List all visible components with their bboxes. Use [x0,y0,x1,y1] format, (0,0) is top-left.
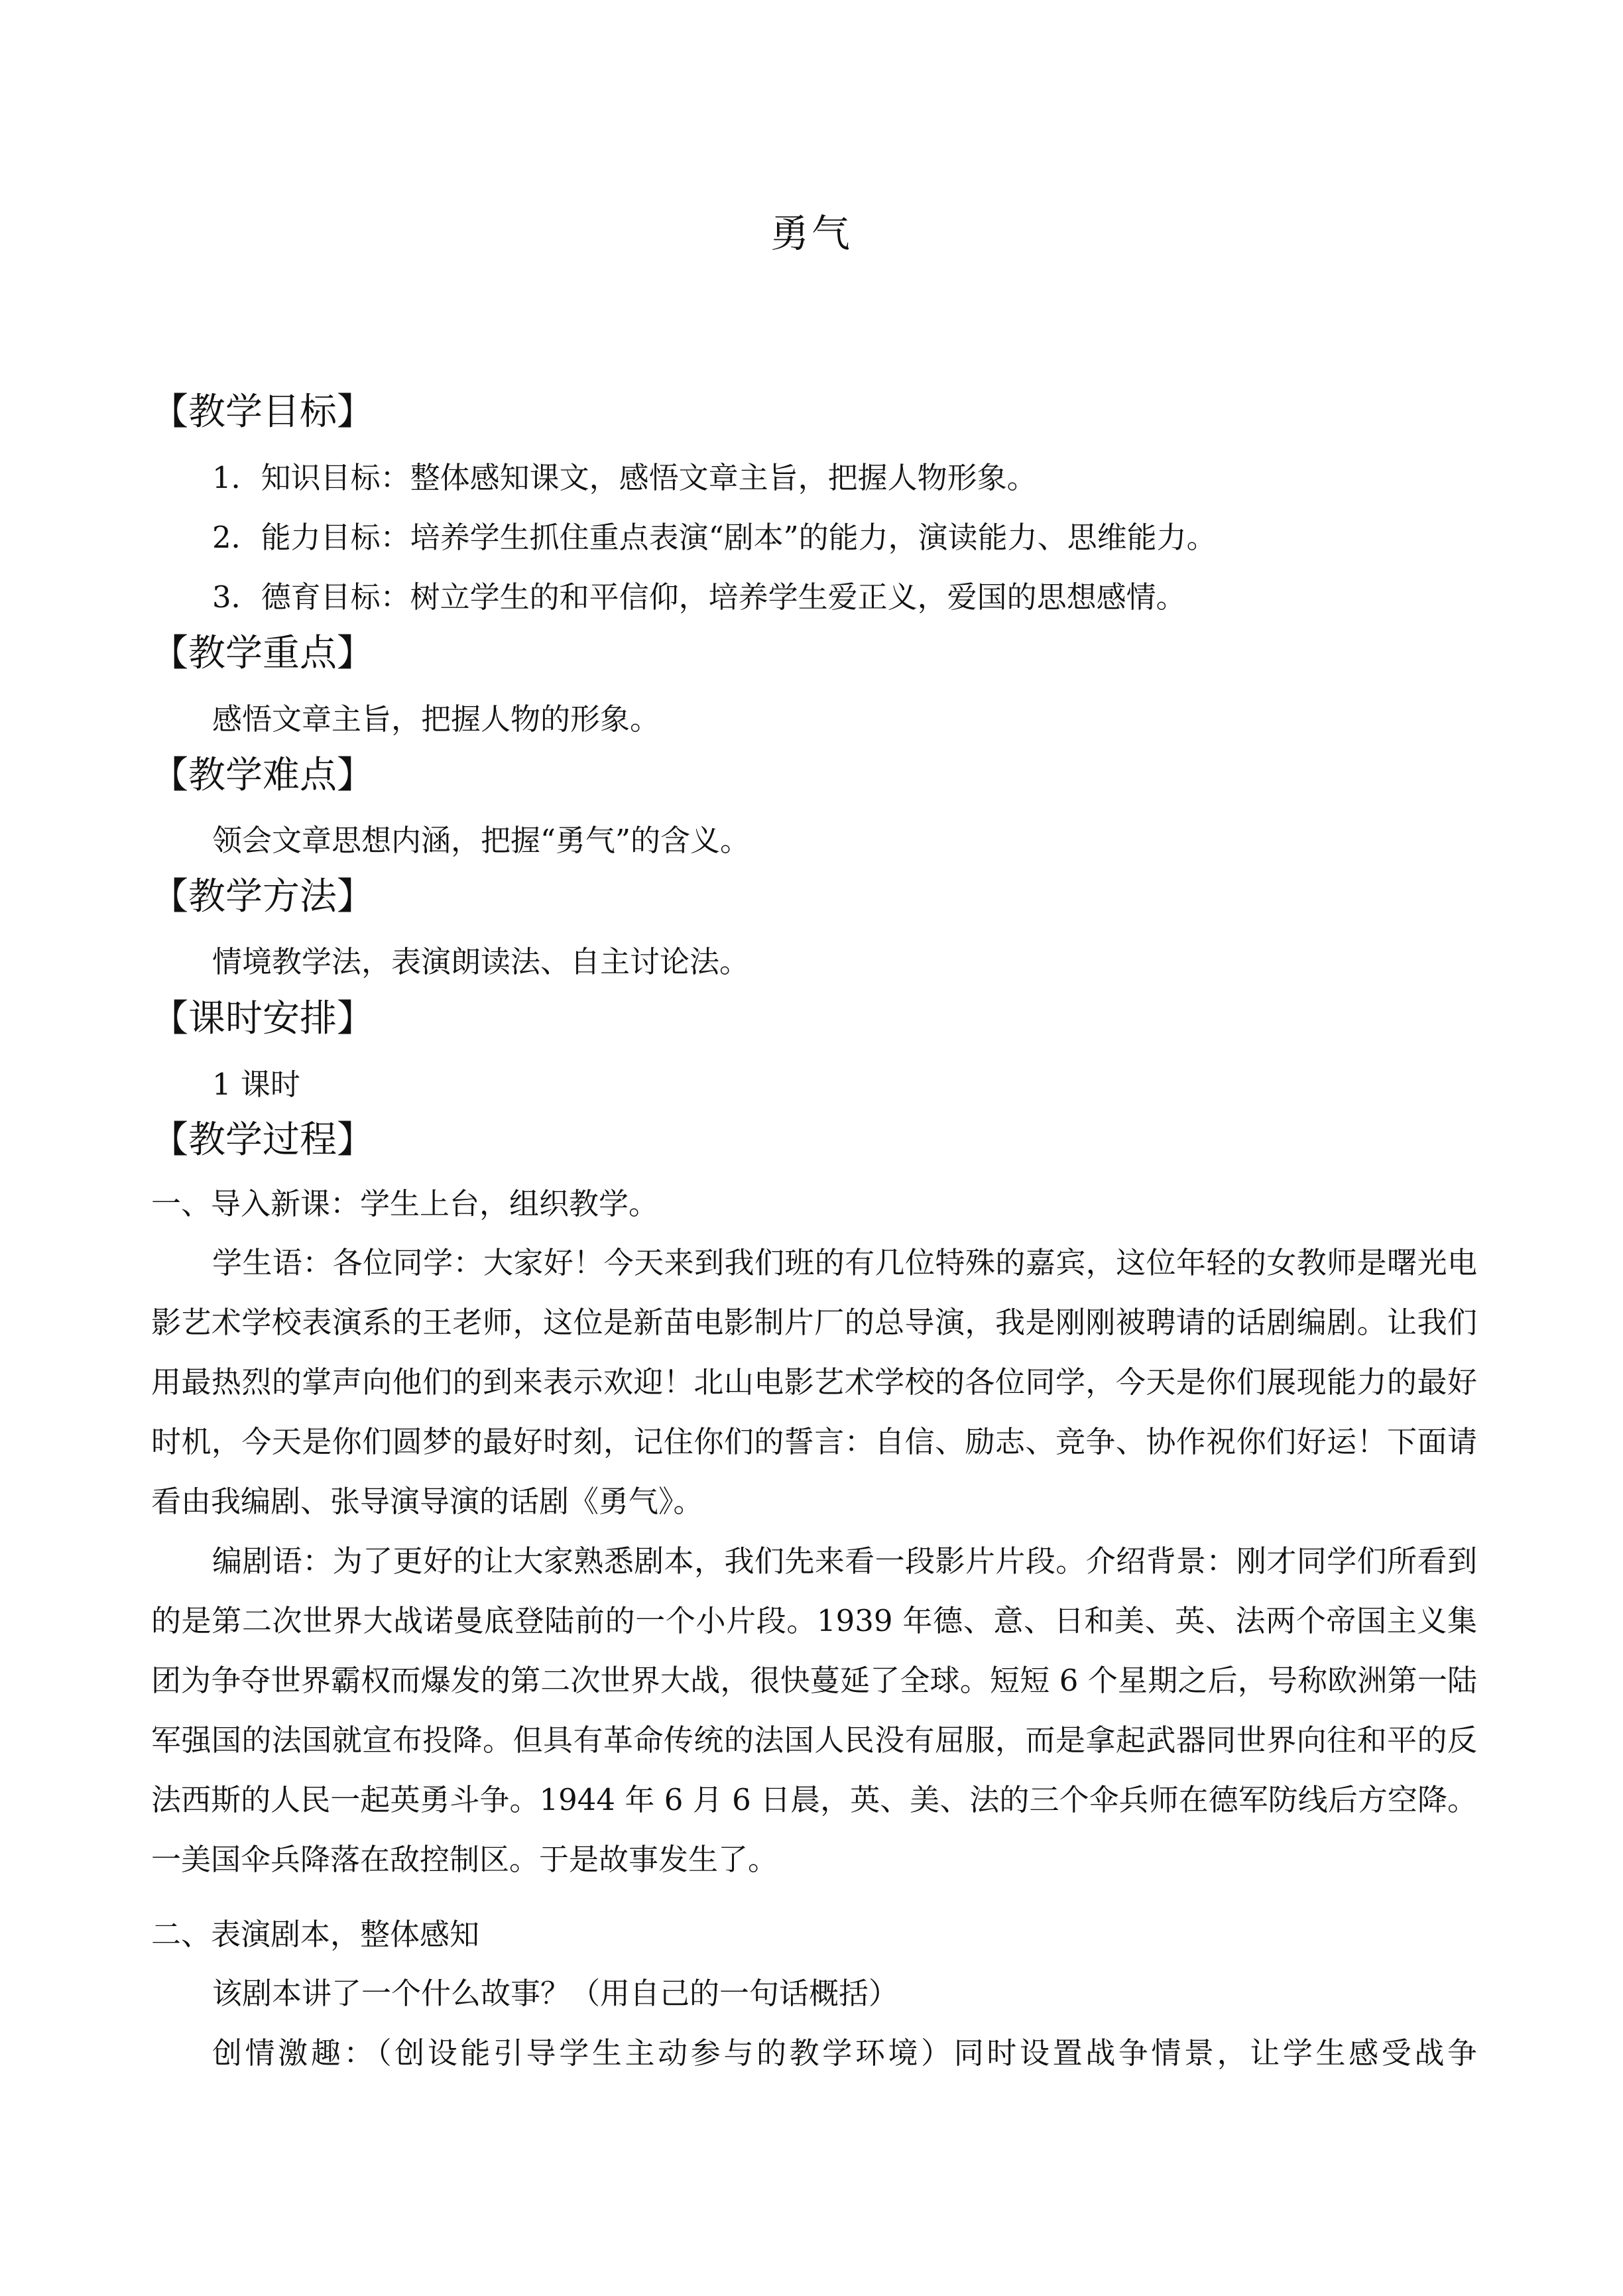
methods-text: 情境教学法，表演朗读法、自主讨论法。 [212,944,750,979]
process-paragraph: 学生语：各位同学：大家好！今天来到我们班的有几位特殊的嘉宾，这位年轻的女教师是曙光电影艺术学校表演系的王老师，这位是新苗电影制片厂的总导演，我是刚刚被聘请的话剧编剧。让我们用最热烈的掌声向他们的到来表示欢迎！北山电影艺术学校的各位同学，今天是你们展现能力的最好时机，今天是你们圆梦的最好时刻，记住你们的誓言：自信、励志、竞争、协作祝你们好运！下面请看由我编剧、张导演导演的话剧《勇气》。 [151,1245,1477,1519]
difficulties-text: 领会文章思想内涵，把握“勇气”的含义。 [212,823,751,858]
objective-item: 1．知识目标：整体感知课文，感悟文章主旨，把握人物形象。 [212,460,1037,495]
process-question: 该剧本讲了一个什么故事？（用自己的一句话概括） [212,1976,899,2011]
objective-item: 2．能力目标：培养学生抓住重点表演“剧本”的能力，演读能力、思维能力。 [212,520,1217,555]
schedule-text: 1 课时 [212,1067,300,1102]
key-points-text: 感悟文章主旨，把握人物的形象。 [212,701,660,737]
section-heading-process: 【教学过程】 [151,1118,374,1162]
section-heading-difficulties: 【教学难点】 [151,754,374,797]
section-heading-key-points: 【教学重点】 [151,632,374,675]
section-heading-objectives: 【教学目标】 [151,391,374,434]
section-heading-schedule: 【课时安排】 [151,997,374,1040]
objective-item: 3．德育目标：树立学生的和平信仰，培养学生爱正义，爱国的思想感情。 [212,579,1186,615]
section-heading-methods: 【教学方法】 [151,875,374,918]
document-title: 勇气 [770,211,853,256]
process-step-title: 二、表演剧本，整体感知 [151,1917,480,1952]
process-paragraph: 编剧语：为了更好的让大家熟悉剧本，我们先来看一段影片片段。介绍背景：刚才同学们所看到的是第二次世界大战诺曼底登陆前的一个小片段。1939 年德、意、日和美、英、法两个帝国主义集团为争夺世界霸权而爆发的第二次世界大战，很快蔓延了全球。短短 6 个星期之后，号称欧洲第一陆军强国的法国就宣布投降。但具有革命传统的法国人民没有屈服，而是拿起武器同世界向往和平的反法西斯的人民一起英勇斗争。1944 年 6 月 6 日晨，英、美、法的三个伞兵师在德军防线后方空降。一美国伞兵降落在敌控制区。于是故事发生了。 [151,1543,1477,1877]
process-step-title: 一、导入新课：学生上台，组织教学。 [151,1186,659,1221]
process-paragraph: 创情激趣：（创设能引导学生主动参与的教学环境）同时设置战争情景，让学生感受战争 [212,2035,1477,2071]
